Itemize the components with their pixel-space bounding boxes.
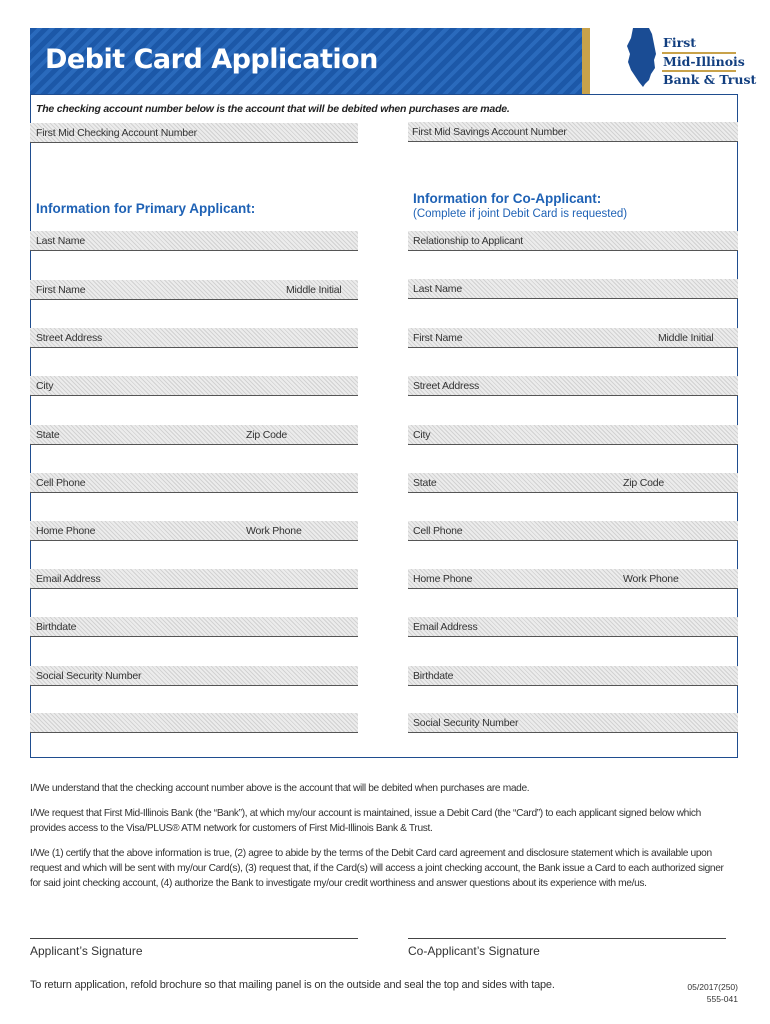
coapplicant-section-subtitle: (Complete if joint Debit Card is requested) [413,208,628,220]
primary-state-zip-field[interactable] [30,425,358,445]
header-accent-strip [582,28,590,94]
logo-line-3: Bank & Trust [663,72,757,87]
field-label: City [413,429,431,441]
field-label: Birthdate [36,621,77,633]
primary-cell-phone-field[interactable] [30,473,358,493]
field-label: Work Phone [246,525,302,537]
co-state-zip-field[interactable] [408,473,738,493]
field-label: Street Address [36,332,103,344]
field-label: First Name [36,284,86,296]
field-label: Zip Code [246,429,288,441]
field-label: Work Phone [623,573,679,585]
field-label: Email Address [413,621,478,633]
co-cell-phone-field[interactable] [408,521,738,541]
field-label: Middle Initial [658,332,714,344]
field-label: Relationship to Applicant [413,235,523,247]
field-label: First Name [413,332,463,344]
illinois-state-icon [625,26,661,88]
field-label: Cell Phone [36,477,86,489]
terms-paragraph-2: I/We request that First Mid-Illinois Bank (the “Bank”), at which my/our account is maintained, issue a Debit Card (the “Card”) to each applicant signed below which provides access to the Visa/PLUS® ATM network for customers of First Mid-Illinois Bank & Trust. [30,808,701,834]
primary-phones-field[interactable] [30,521,358,541]
coapplicant-signature-line[interactable] [408,938,726,939]
primary-email-field[interactable] [30,569,358,589]
primary-ssn-field[interactable] [30,666,358,686]
primary-city-field[interactable] [30,376,358,396]
co-city-field[interactable] [408,425,738,445]
field-label: City [36,380,54,392]
header-banner [30,28,582,94]
field-label: Street Address [413,380,480,392]
field-label: State [36,429,60,441]
field-label: Birthdate [413,670,454,682]
field-label: Last Name [36,235,85,247]
co-street-field[interactable] [408,376,738,396]
form-number: 555-041 [706,994,738,1004]
co-first-name-field[interactable] [408,328,738,348]
field-label: Home Phone [36,525,96,537]
field-label: Email Address [36,573,101,585]
field-label: Social Security Number [413,717,519,729]
checking-account-field[interactable] [30,123,358,143]
intro-note: The checking account number below is the account that will be debited when purchases are made. [36,103,510,115]
savings-account-field[interactable] [408,122,738,142]
applicant-signature-line[interactable] [30,938,358,939]
field-label: First Mid Savings Account Number [412,126,567,138]
primary-first-name-field[interactable] [30,280,358,300]
primary-street-field[interactable] [30,328,358,348]
coapplicant-section-title: Information for Co-Applicant: [413,191,602,206]
co-last-name-field[interactable] [408,279,738,299]
field-label: Middle Initial [286,284,342,296]
applicant-signature-label: Applicant’s Signature [30,944,143,958]
coapplicant-signature-label: Co-Applicant’s Signature [408,944,540,958]
co-email-field[interactable] [408,617,738,637]
form-revision-code: 05/2017(250) [687,982,738,992]
field-label: State [413,477,437,489]
field-label: Cell Phone [413,525,463,537]
primary-section-title: Information for Primary Applicant: [36,201,256,216]
primary-blank-field[interactable] [30,713,358,733]
primary-birthdate-field[interactable] [30,617,358,637]
co-ssn-field[interactable] [408,713,738,733]
terms-paragraph-3: I/We (1) certify that the above information is true, (2) agree to abide by the terms of the Debit Card card agreement and disclosure statement which is available upon request and which will be sent with my/our Card(s), (3) request that, if the Card(s) will access a joint checking account, the Bank issue a Card to each authorized signer for said joint checking account, (4) authorize the Bank to investigate my/our credit worthiness and answer questions about its experience with me/us. [30,848,724,889]
co-birthdate-field[interactable] [408,666,738,686]
return-instructions: To return application, refold brochure so that mailing panel is on the outside and seal the top and sides with tape. [30,979,555,991]
field-label: Last Name [413,283,462,295]
page-title: Debit Card Application [45,44,378,75]
logo-line-2: Mid-Illinois [663,54,745,69]
co-phones-field[interactable] [408,569,738,589]
field-label: Zip Code [623,477,665,489]
field-label: Home Phone [413,573,473,585]
field-label: Social Security Number [36,670,142,682]
terms-paragraph-1: I/We understand that the checking account number above is the account that will be debited when purchases are made. [30,783,530,794]
primary-last-name-field[interactable] [30,231,358,251]
co-relationship-field[interactable] [408,231,738,251]
bank-logo [625,26,757,92]
field-label: First Mid Checking Account Number [36,127,197,139]
logo-line-1: First [663,35,697,50]
